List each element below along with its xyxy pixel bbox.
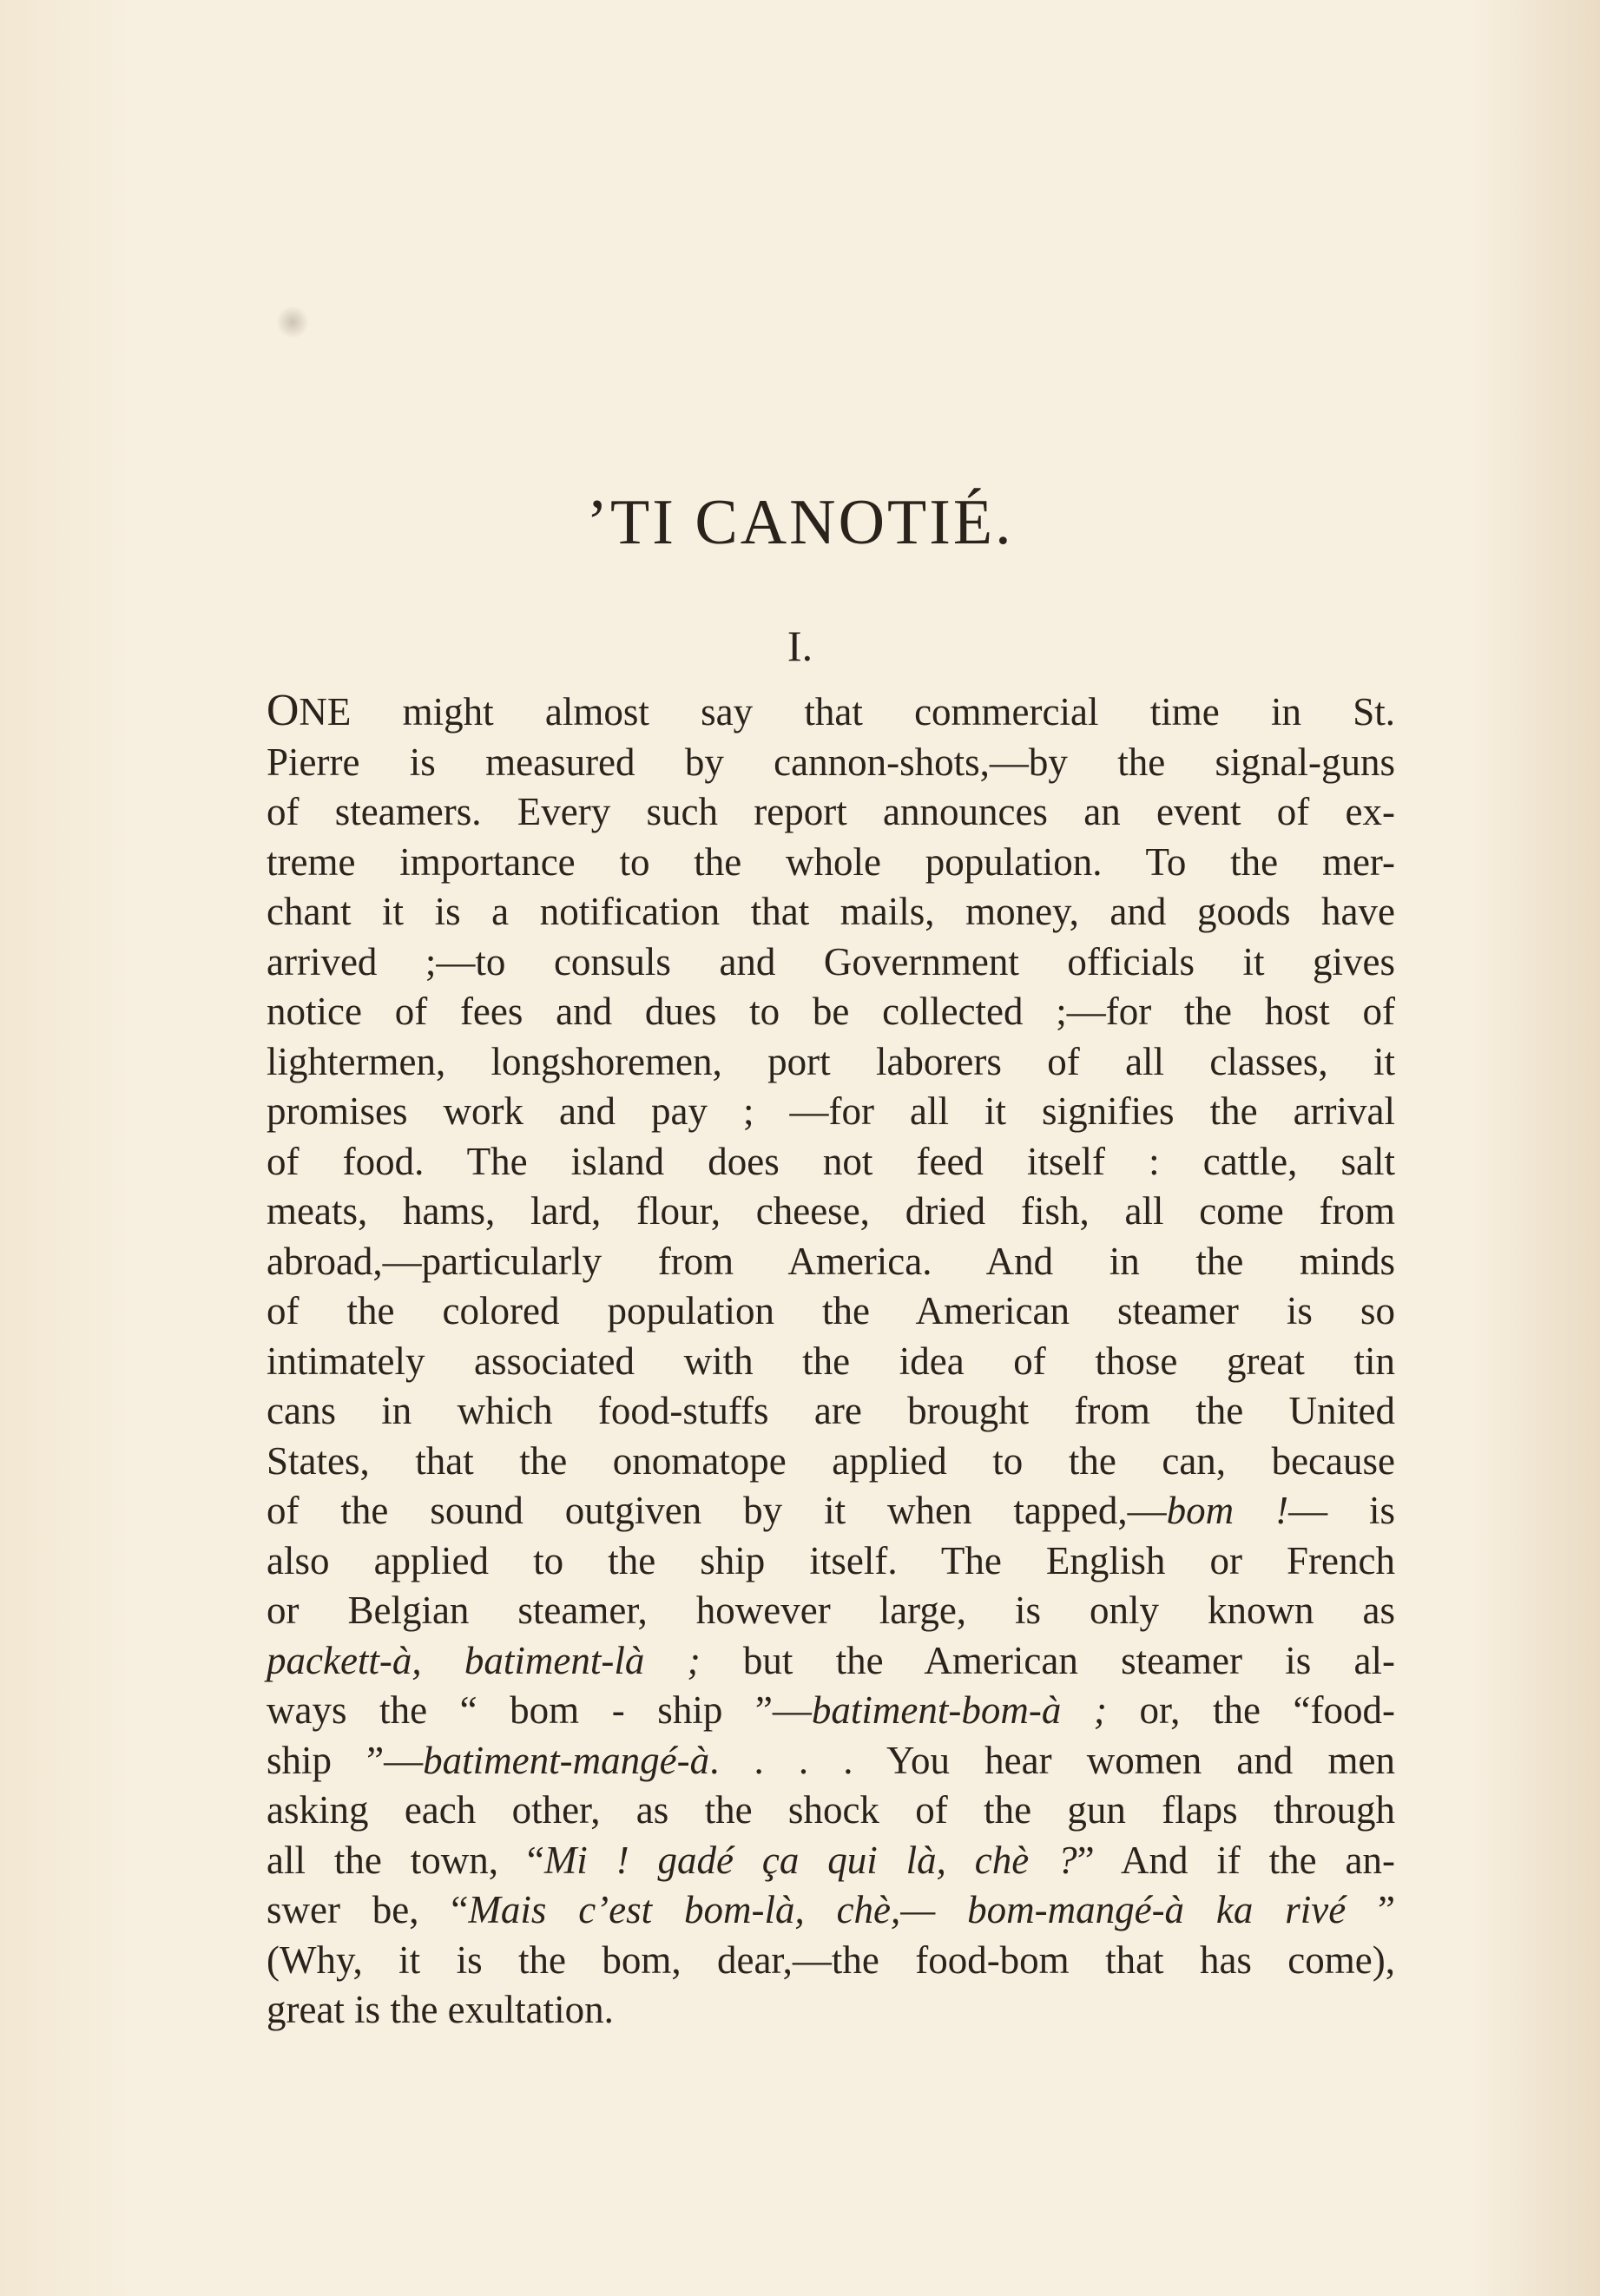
text-line bbox=[267, 1037, 1395, 1088]
text-run: intimately associated with the idea of those great tin bbox=[267, 1339, 1395, 1383]
text-line bbox=[267, 937, 1395, 988]
italic-phrase: packett-à, batiment-là ; bbox=[267, 1638, 701, 1682]
text-run: swer be, “ bbox=[267, 1888, 469, 1931]
drop-initial: O bbox=[267, 686, 300, 735]
text-line bbox=[267, 1786, 1395, 1836]
text-run: all the town, “ bbox=[267, 1838, 544, 1882]
text-run: also applied to the ship itself. The English or French bbox=[267, 1538, 1395, 1582]
text-run: arrived ;—to consuls and Government officials it gives bbox=[267, 939, 1395, 984]
italic-phrase: Mi ! gadé ça qui là, chè ? bbox=[543, 1838, 1077, 1882]
text-line bbox=[267, 1237, 1395, 1287]
text-run: notice of fees and dues to be collected ;—for the host of bbox=[267, 990, 1395, 1033]
text-run: meats, hams, lard, flour, cheese, dried fish, all come from bbox=[267, 1189, 1395, 1233]
text-run: lightermen, longshoremen, port laborers of all classes, it bbox=[267, 1039, 1395, 1083]
text-run: ” bbox=[1346, 1888, 1396, 1931]
text-line bbox=[267, 1985, 1395, 2036]
text-run: Pierre is measured by cannon-shots,—by the signal-guns bbox=[267, 740, 1395, 784]
text-line bbox=[267, 838, 1395, 888]
chapter-title: ’TI CANOTIÉ. bbox=[586, 487, 1014, 558]
text-line bbox=[267, 1087, 1395, 1137]
text-line bbox=[267, 1586, 1395, 1636]
text-run: or, the “food- bbox=[1106, 1688, 1395, 1732]
text-run: of the sound outgiven by it when tapped,— bbox=[267, 1489, 1167, 1532]
text-line bbox=[267, 1286, 1395, 1337]
text-run: or Belgian steamer, however large, is only known as bbox=[267, 1589, 1395, 1632]
text-line bbox=[267, 1736, 1395, 1786]
text-run: promises work and pay ; —for all it signifies the arrival bbox=[267, 1089, 1395, 1133]
text-line bbox=[267, 787, 1395, 838]
text-run: great is the exultation. bbox=[267, 1988, 614, 2031]
text-run: abroad,—particularly from America. And in the minds bbox=[267, 1239, 1395, 1283]
text-run: of steamers. Every such report announces an event of ex- bbox=[267, 790, 1395, 833]
italic-phrase: bom ! bbox=[1166, 1489, 1289, 1532]
text-line bbox=[267, 1836, 1395, 1886]
text-line bbox=[267, 686, 1395, 738]
text-run: cans in which food-stuffs are brought from the United bbox=[267, 1389, 1395, 1432]
text-run: ” And if the an- bbox=[1077, 1838, 1395, 1882]
text-line bbox=[267, 1686, 1395, 1736]
italic-phrase: batiment-mangé-à bbox=[423, 1738, 710, 1782]
text-run: chant it is a notification that mails, money, and goods have bbox=[267, 890, 1395, 933]
text-line bbox=[267, 1437, 1395, 1487]
body-paragraph bbox=[267, 686, 1395, 2036]
text-run: asking each other, as the shock of the gun flaps through bbox=[267, 1788, 1395, 1832]
text-line bbox=[267, 1536, 1395, 1587]
text-line bbox=[267, 1636, 1395, 1687]
text-run: States, that the onomatope applied to the can, because bbox=[267, 1438, 1395, 1483]
text-run: ways the “ bom - ship ”— bbox=[267, 1688, 812, 1732]
text-run: ship ”— bbox=[267, 1738, 424, 1782]
text-run: of the colored population the American steamer is so bbox=[267, 1289, 1395, 1332]
text-line bbox=[267, 1885, 1395, 1936]
text-line bbox=[267, 738, 1395, 788]
text-line bbox=[267, 1386, 1395, 1437]
text-line bbox=[267, 987, 1395, 1037]
italic-phrase: Mais c’est bom-là, chè,— bom-mangé-à ka rivé bbox=[468, 1888, 1347, 1931]
text-run: NE might almost say that commercial time in St. bbox=[299, 690, 1395, 734]
text-run: but the American steamer is al- bbox=[700, 1638, 1395, 1682]
text-line bbox=[267, 1486, 1395, 1536]
text-line bbox=[267, 887, 1395, 937]
text-run: . . . . You hear women and men bbox=[709, 1738, 1395, 1782]
text-line bbox=[267, 1187, 1395, 1237]
section-number: I. bbox=[787, 622, 813, 670]
text-line bbox=[267, 1137, 1395, 1187]
text-run: (Why, it is the bom, dear,—the food-bom that has come), bbox=[267, 1937, 1395, 1982]
text-line bbox=[267, 1936, 1395, 1986]
text-run: treme importance to the whole population. To the mer- bbox=[267, 839, 1395, 884]
text-run: of food. The island does not feed itself : cattle, salt bbox=[267, 1139, 1395, 1183]
text-run: — is bbox=[1288, 1489, 1396, 1532]
text-line bbox=[267, 1337, 1395, 1387]
italic-phrase: batiment-bom-à ; bbox=[811, 1688, 1107, 1732]
paper-blemish bbox=[276, 306, 309, 339]
